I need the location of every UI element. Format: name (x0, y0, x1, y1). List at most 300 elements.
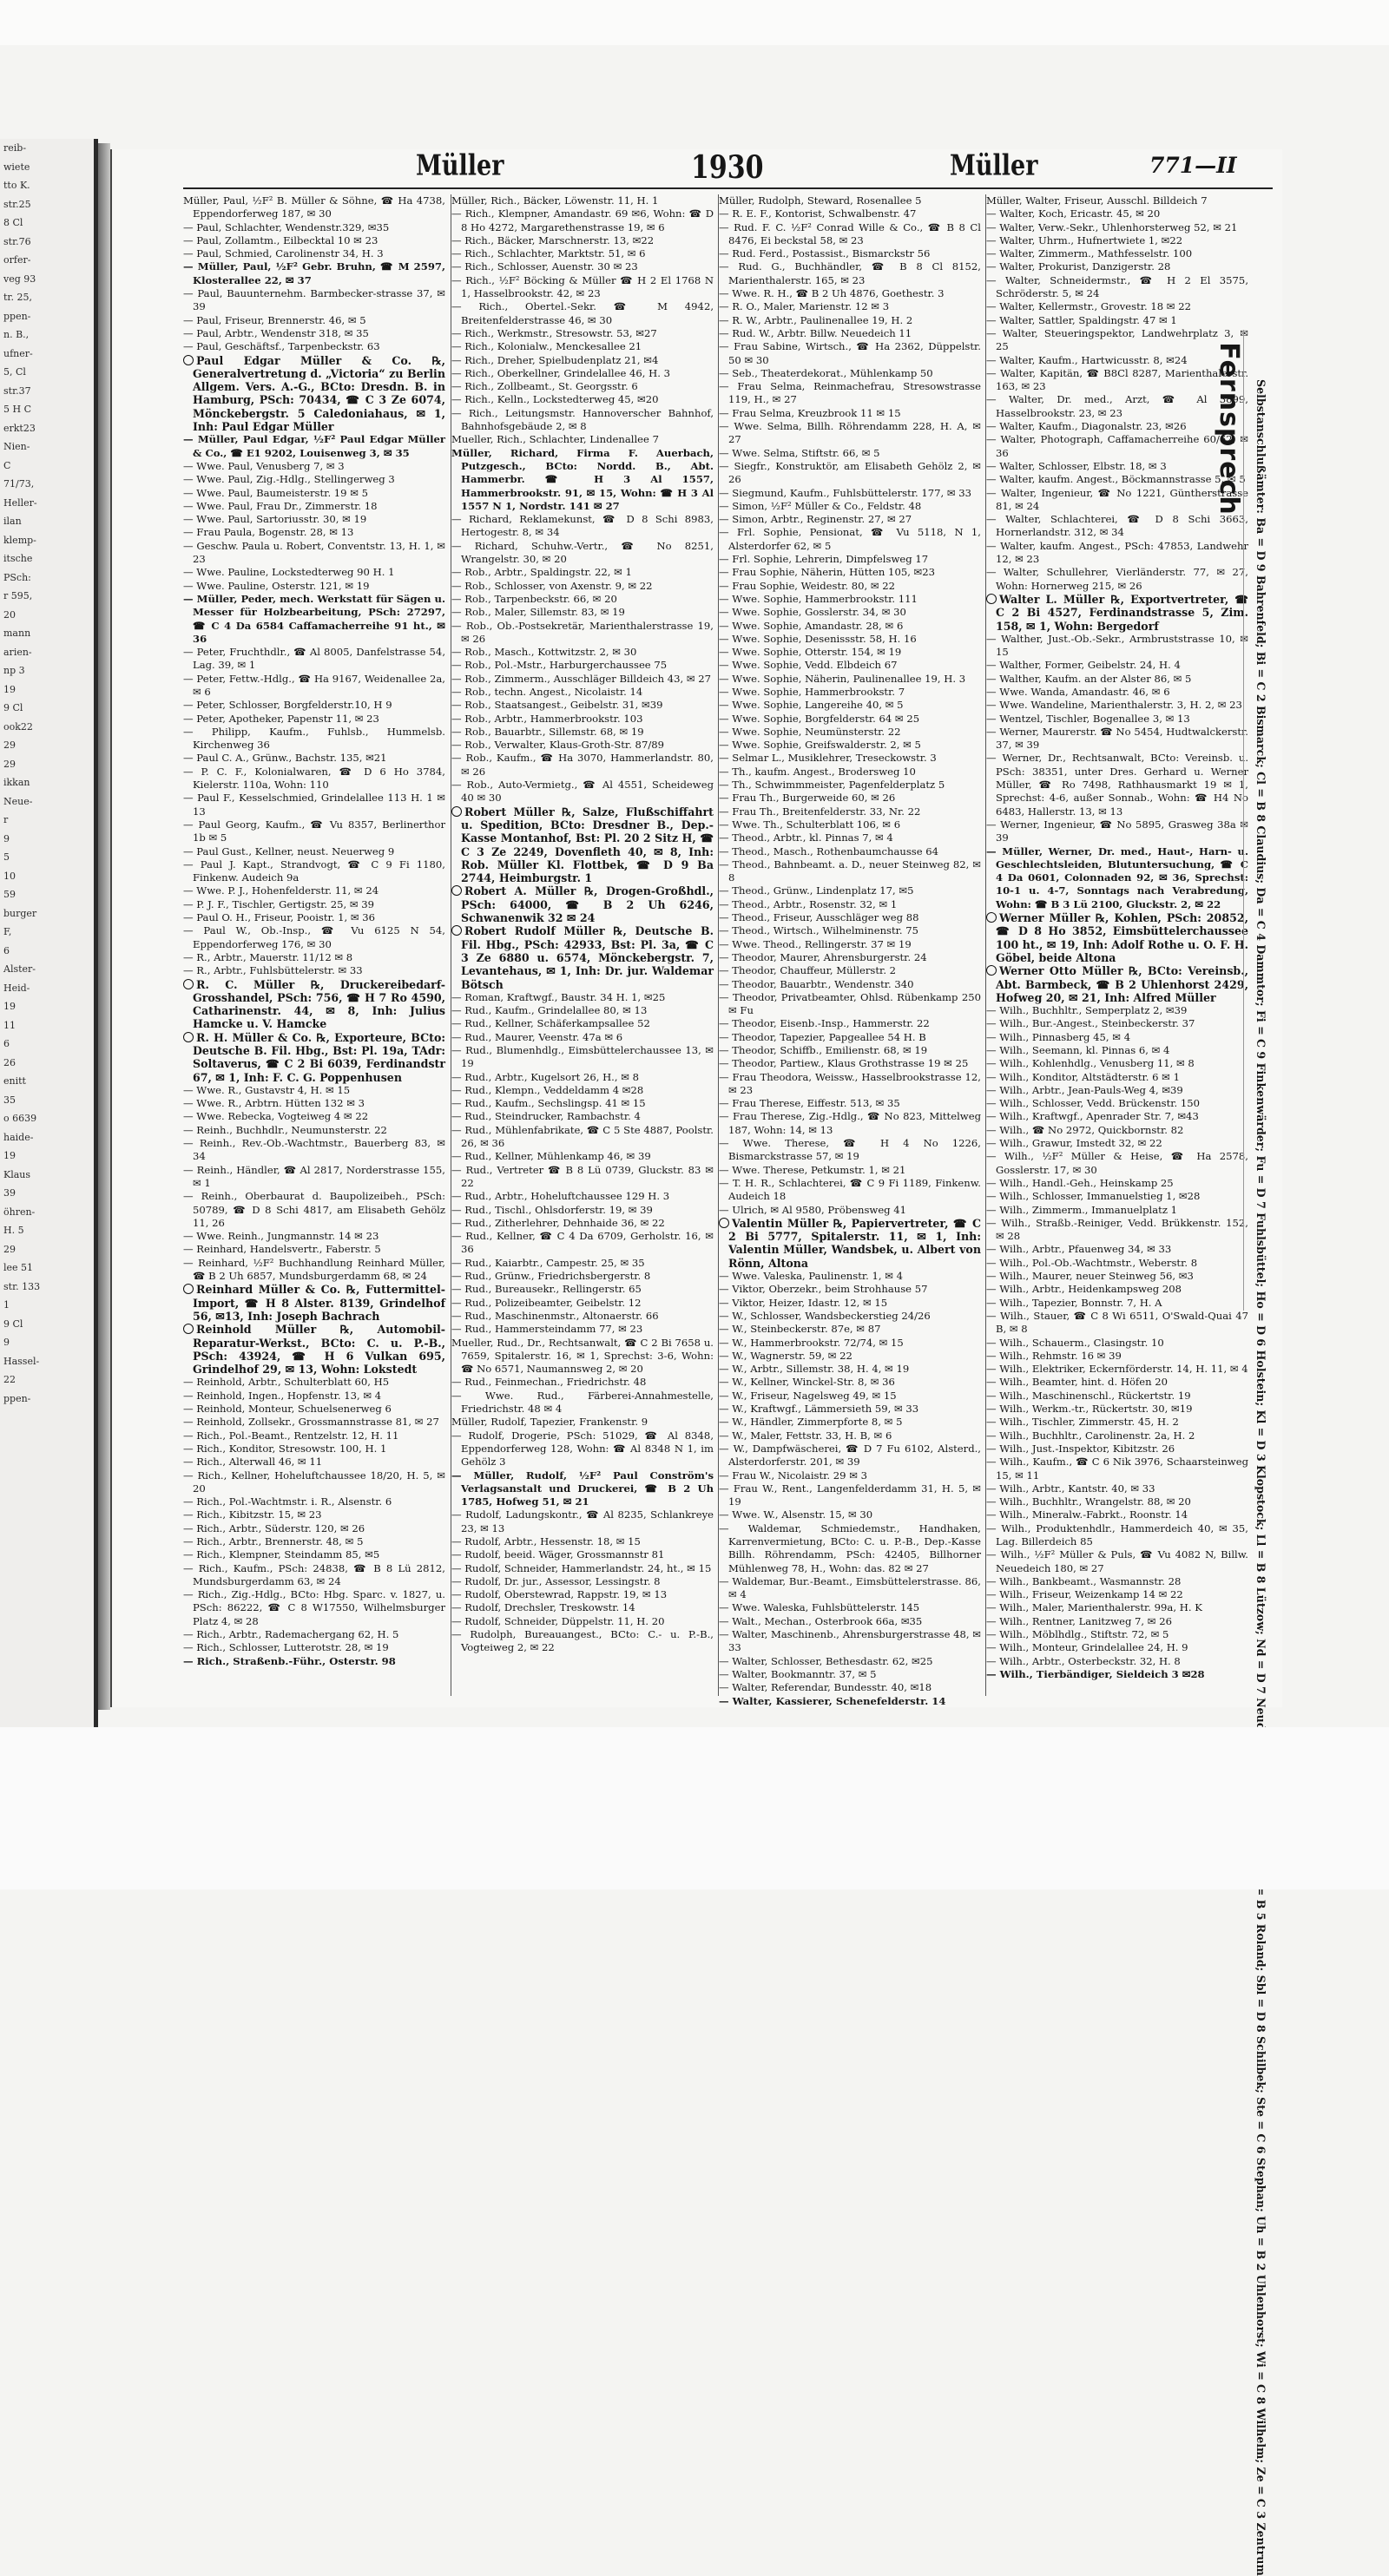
directory-entry (986, 1390, 1248, 1403)
directory-entry (986, 1283, 1248, 1296)
directory-entry (719, 858, 981, 885)
directory-entry (986, 487, 1248, 514)
entry-text: — Siegfr., Konstruktör, am Elisabeth Gehölz 2, ✉ 26 (719, 459, 981, 486)
directory-entry (719, 1097, 981, 1110)
directory-entry (719, 1681, 981, 1694)
directory-entry (183, 473, 445, 486)
directory-entry (719, 1164, 981, 1177)
directory-entry (451, 1508, 714, 1535)
entry-text: — Frl. Sophie, Lehrerin, Dimpfelsweg 17 (719, 553, 929, 566)
entry-text: Robert Rudolf Müller ℞, Deutsche B. Fil. Hbg., PSch: 42933, Bst: Pl. 3a, ☎ C 3 Ze 6880 u. 6574, Mönckebergstr. 7, Levantehaus, ✉ 1, Inh: Dr. jur. Waldemar Bötsch (461, 924, 714, 991)
entry-text: — Theodor, Chauffeur, Müllerstr. 2 (719, 964, 897, 977)
directory-entry (183, 433, 445, 460)
previous-page-fragment: str.37 (3, 384, 31, 397)
entry-text: — Wilh., Handl.-Geh., Heinskamp 25 (986, 1176, 1174, 1189)
directory-entry (451, 1562, 714, 1575)
entry-text: — Paul J. Kapt., Strandvogt, ☎ C 9 Fi 1180, Finkenw. Audeich 9a (183, 858, 445, 884)
directory-entry (719, 447, 981, 460)
entry-text: — Rud., Kellner, Schäferkampsallee 52 (451, 1017, 650, 1030)
directory-entry (719, 673, 981, 686)
entry-text: — Wilh., Rentner, Lanitzweg 7, ✉ 26 (986, 1614, 1172, 1627)
entry-text: — W., Kraftwgf., Lämmersieth 59, ✉ 33 (719, 1403, 919, 1416)
directory-entry (719, 207, 981, 220)
firm-marker-icon (183, 1284, 194, 1294)
entry-text: — Wilh., ☎ No 2972, Quickbornstr. 82 (986, 1123, 1184, 1136)
directory-entry (719, 340, 981, 367)
firm-marker-icon (986, 912, 997, 923)
entry-text: — Paul, Zollamtm., Eilbecktal 10 ✉ 23 (183, 233, 379, 246)
directory-entry (719, 1297, 981, 1310)
directory-entry (451, 1044, 714, 1071)
previous-page-fragment: lee 51 (3, 1262, 34, 1273)
directory-entry (451, 1124, 714, 1151)
entry-text: — Wwe. P. J., Hohenfelderstr. 11, ✉ 24 (183, 884, 379, 897)
previous-page-fragment: itsche (3, 553, 33, 564)
directory-entry (986, 1601, 1248, 1614)
entry-text: — Frau Th., Burgerweide 60, ✉ 26 (719, 792, 896, 805)
entry-text: — Seb., Theaterdekorat., Mühlenkamp 50 (719, 366, 933, 379)
entry-text: — Walter, Maschinenb., Ahrensburgerstrasse 48, ✉ 33 (719, 1628, 981, 1654)
directory-entry (719, 831, 981, 844)
directory-entry (183, 713, 445, 726)
firm-entry (719, 1217, 981, 1270)
directory-entry (986, 1150, 1248, 1177)
entry-text: — Wwe. Paul, Zig.-Hdlg., Stellingerweg 3 (183, 473, 395, 486)
previous-page-fragment: veg 93 (3, 273, 36, 285)
directory-entry (451, 1164, 714, 1191)
entry-text: — Wwe. Sophie, Hammerbrookstr. 7 (719, 685, 905, 698)
directory-entry (183, 1522, 445, 1535)
previous-page-fragment: ppen- (3, 310, 31, 322)
previous-page-fragment: 19 (3, 1150, 16, 1161)
directory-entry (986, 274, 1248, 301)
entry-text: — Selmar L., Musiklehrer, Treseckowstr. 3 (719, 752, 937, 765)
directory-entry (451, 1615, 714, 1628)
previous-page-fragment: 9 Cl (3, 1318, 23, 1330)
entry-text: — Wilh., Friseur, Weizenkamp 14 ✉ 22 (986, 1588, 1183, 1601)
entry-text: — Wwe. Sophie, Hammerbrookstr. 111 (719, 592, 918, 605)
directory-entry (719, 978, 981, 991)
directory-entry (451, 1097, 714, 1110)
directory-entry (986, 221, 1248, 234)
entry-text: — Rich., Dreher, Spielbudenplatz 21, ✉4 (451, 353, 659, 366)
entry-text: — Rich., Konditor, Stresowstr. 100, H. 1 (183, 1442, 387, 1455)
directory-entry (986, 1655, 1248, 1668)
entry-text: — Viktor, Oberzekr., beim Strohhause 57 (719, 1283, 928, 1296)
previous-page-fragment: o 6639 (3, 1113, 37, 1124)
entry-text: — Werner, Dr., Rechtsanwalt, BCto: Vereinsb. u. PSch: 38351, unter Dres. Gerhard u. Werner Müller, ☎ Ro 7498, Rathhausmarkt 19 ✉ 1, Sprechst: 4-6, außer Sonnab., Wohn: ☎ H4 No 6483, Hallerstr. 13, ✉ 13 (986, 752, 1248, 818)
directory-entry (451, 713, 714, 726)
entry-text: — Wilh., Zimmerm., Immanuelplatz 1 (986, 1203, 1177, 1216)
entry-text: — R., Arbtr., Mauerstr. 11/12 ✉ 8 (183, 950, 353, 963)
directory-entry (183, 234, 445, 247)
entry-text: — Rich., Kaufm., PSch: 24838, ☎ B 8 Lü 2812, Mundsburgerdamm 63, ✉ 24 (183, 1561, 445, 1587)
previous-page-fragment: 5 H C (3, 404, 32, 415)
entry-text: — Walter, Photograph, Caffamacherreihe 60/62, ✉ 36 (986, 433, 1248, 459)
entry-text: — Wwe. Sophie, Borgfelderstr. 64 ✉ 25 (719, 712, 920, 725)
directory-entry (986, 1522, 1248, 1549)
directory-entry (986, 260, 1248, 273)
entry-text: — Rob., Ob.-Postsekretär, Marienthalerstrasse 19, ✉ 26 (451, 619, 714, 645)
previous-page-fragment: str.76 (3, 235, 31, 247)
previous-page-fragment: ook22 (3, 720, 33, 733)
entry-text: — Rud., Blumenhdlg., Eimsbüttelerchaussee 13, ✉ 19 (451, 1044, 714, 1070)
previous-page-fragment: burger (3, 907, 37, 919)
directory-entry (986, 1124, 1248, 1137)
directory-entry (986, 1376, 1248, 1389)
previous-page-fragment: tr. 25, (3, 292, 32, 303)
previous-page-fragment: enitt (3, 1075, 26, 1087)
directory-entry (719, 1416, 981, 1429)
previous-page-fragment: Klaus (3, 1168, 31, 1180)
directory-entry (183, 1164, 445, 1191)
entry-text: — Wilh., ½F² Müller & Heise, ☎ Ha 2578, Gosslerstr. 17, ✉ 30 (986, 1150, 1248, 1176)
entry-text: — Wilh., Maschinenschl., Rückertstr. 19 (986, 1389, 1191, 1402)
directory-entry (451, 1110, 714, 1123)
directory-entry (183, 314, 445, 327)
directory-entry (986, 633, 1248, 660)
entry-text: — Waldemar, Bur.-Beamt., Eimsbüttelerstrasse. 86, ✉ 4 (719, 1574, 981, 1601)
entry-text: — Rud., Maschinenmstr., Altonaerstr. 66 (451, 1309, 659, 1322)
directory-entry (451, 1601, 714, 1614)
header-name-right: Müller (950, 149, 1038, 183)
previous-page-fragment: PSch: (3, 571, 31, 583)
column-2 (451, 194, 714, 1696)
entry-text: — Wilh., Pinnasberg 45, ✉ 4 (986, 1030, 1131, 1043)
directory-entry (719, 1057, 981, 1070)
directory-entry (986, 699, 1248, 712)
directory-entry (451, 1270, 714, 1283)
entry-text: — Rob., Bauarbtr., Sillemstr. 68, ✉ 19 (451, 725, 644, 738)
entry-text: — Wwe. Sophie, Greifswalderstr. 2, ✉ 5 (719, 739, 921, 752)
directory-entry (451, 646, 714, 659)
directory-entry (986, 1508, 1248, 1521)
entry-text: — Rob., Kaufm., ☎ Ha 3070, Hammerlandstr. 80, ✉ 26 (451, 752, 714, 778)
entry-text: — Rudolf, Schneider, Hammerlandstr. 24, ht., ✉ 15 (451, 1561, 712, 1574)
directory-entry (986, 1097, 1248, 1110)
previous-page-fragment: 19 (3, 683, 16, 695)
directory-entry (183, 884, 445, 897)
entry-text: — Müller, Rudolf, ½F² Paul Conström's Verlagsanstalt und Druckerei, ☎ B 2 Uh 1785, Hofweg 51, ✉ 21 (451, 1469, 714, 1508)
entry-text: — Wwe. Valeska, Paulinenstr. 1, ✉ 4 (719, 1270, 904, 1283)
directory-entry (986, 1588, 1248, 1601)
directory-entry (183, 1257, 445, 1284)
entry-text: — Rud., Tischl., Ohlsdorferstr. 19, ✉ 39 (451, 1203, 653, 1216)
firm-marker-icon (451, 925, 462, 936)
firm-entry (451, 805, 714, 885)
previous-page-fragment: 39 (3, 1187, 16, 1199)
directory-entry (183, 247, 445, 260)
entry-text: — Rob., techn. Angest., Nicolaistr. 14 (451, 685, 643, 698)
column-3 (718, 194, 981, 1707)
directory-entry (719, 951, 981, 964)
directory-entry (986, 460, 1248, 473)
entry-text: — Wilh., Konditor, Altstädterstr. 6 ✉ 1 (986, 1070, 1180, 1083)
entry-text: — Paul, Bauunternehm. Barmbecker-strasse 37, ✉ 39 (183, 287, 445, 313)
entry-text: — W., Hammerbrookstr. 72/74, ✉ 15 (719, 1336, 904, 1349)
previous-page-fragment: Hassel- (3, 1355, 40, 1367)
entry-text: — Walter, Referendar, Bundesstr. 40, ✉18 (719, 1681, 932, 1694)
directory-entry (451, 1416, 714, 1429)
entry-text: — Rich., Klempner, Amandastr. 69 ✉6, Wohn: ☎ D 8 Ho 4272, Margarethenstrasse 19, ✉ 6 (451, 207, 714, 233)
entry-text: — Walther, Just.-Ob.-Sekr., Armbruststrasse 10, ✉ 15 (986, 632, 1248, 659)
entry-text: — Müller, Paul, ½F² Gebr. Bruhn, ☎ M 2597, Klosterallee 22, ✉ 37 (183, 260, 445, 286)
entry-text: — Wwe. Pauline, Lockstedterweg 90 H. 1 (183, 566, 395, 579)
entry-text: — Walter, Kassierer, Schenefelderstr. 14 (719, 1694, 946, 1707)
firm-marker-icon (183, 1324, 194, 1334)
directory-entry (986, 845, 1248, 911)
directory-entry (986, 1456, 1248, 1482)
previous-page-fragment: 5 (3, 851, 10, 863)
previous-page-fragment: 1 (3, 1299, 10, 1311)
entry-text: — Wilh., Pol.-Ob.-Wachtmstr., Weberstr. 8 (986, 1256, 1198, 1269)
firm-entry (451, 924, 714, 990)
directory-page (110, 149, 1282, 1707)
directory-entry (183, 1416, 445, 1429)
directory-entry (986, 1017, 1248, 1030)
directory-entry (986, 1429, 1248, 1442)
directory-entry (183, 1390, 445, 1403)
directory-entry (183, 1628, 445, 1641)
entry-text: — Wilh., ½F² Müller & Puls, ☎ Vu 4082 N, Billw. Neuedeich 180, ✉ 27 (986, 1548, 1248, 1574)
directory-entry (719, 1350, 981, 1363)
directory-entry (183, 845, 445, 858)
entry-text: — Th., kaufm. Angest., Brodersweg 10 (719, 765, 916, 778)
entry-text: — Wwe. Wandeline, Marienthalerstr. 3, H. 2, ✉ 23 (986, 699, 1242, 712)
previous-page-fragment: 10 (3, 870, 16, 882)
entry-text: — Simon, Arbtr., Reginenstr. 27, ✉ 27 (719, 513, 912, 526)
firm-marker-icon (451, 806, 462, 817)
entry-text: — R., Arbtr., Fuhlsbüttelerstr. ✉ 33 (183, 964, 363, 977)
directory-entry (719, 1044, 981, 1057)
entry-text: — Wwe. Theod., Rellingerstr. 37 ✉ 19 (719, 937, 912, 950)
entry-text: — Richard, Schuhw.-Vertr., ☎ No 8251, Wrangelstr. 30, ✉ 20 (451, 539, 714, 566)
entry-text: — Peter, Apotheker, Papenstr 11, ✉ 23 (183, 712, 379, 725)
directory-entry (719, 792, 981, 805)
directory-entry (451, 752, 714, 779)
directory-entry (986, 1044, 1248, 1057)
directory-entry (183, 1495, 445, 1508)
directory-entry (183, 646, 445, 673)
directory-entry (451, 447, 714, 513)
entry-text: Müller, Paul, ½F² B. Müller & Söhne, ☎ Ha 4738, Eppendorferweg 187, ✉ 30 (183, 194, 445, 220)
entry-text: — Rich., Kibitzstr. 15, ✉ 23 (183, 1508, 322, 1521)
directory-entry (986, 1350, 1248, 1363)
directory-entry (451, 433, 714, 446)
entry-text: — Werner, Ingenieur, ☎ No 5895, Grasweg 38a ✉ 39 (986, 818, 1248, 844)
directory-entry (986, 513, 1248, 540)
entry-text: — Paul, Arbtr., Wendenstr 318, ✉ 35 (183, 326, 369, 339)
entry-text: — Rich., Kellner, Hoheluftchaussee 18/20, H. 5, ✉ 20 (183, 1469, 445, 1495)
entry-text: — Rich., Zollbeamt., St. Georgsstr. 6 (451, 380, 638, 393)
page-header (112, 149, 1267, 187)
directory-entry (183, 1084, 445, 1097)
entry-text: — Frau W., Nicolaistr. 29 ✉ 3 (719, 1469, 867, 1482)
entry-text: Robert Müller ℞, Salze, Flußschiffahrt u. Spedition, BCto: Dresdner B., Dep.-Kasse Montanhof, Bst: Pl. 20 2 Sitz H, ☎ C 3 Ze 2249, Dovenfleth 40, ✉ 8, Inh: Rob. Müller Kl. Flottbek, ☎ D 9 Ba 2744, Heimburgstr. 1 (461, 805, 714, 885)
entry-text: — Rich., Alterwall 46, ✉ 11 (183, 1456, 323, 1469)
entry-text: — Wwe. R. H., ☎ B 2 Uh 4876, Goethestr. 3 (719, 287, 945, 300)
entry-text: — Theod., Friseur, Ausschläger weg 88 (719, 911, 919, 924)
directory-entry (183, 1376, 445, 1389)
directory-entry (183, 1641, 445, 1654)
entry-text: — Werner, Maurerstr. ☎ No 5454, Hudtwalckerstr. 37, ✉ 39 (986, 725, 1248, 752)
directory-entry (719, 606, 981, 619)
directory-entry (719, 1270, 981, 1283)
entry-text: — W., Friseur, Nagelsweg 49, ✉ 15 (719, 1389, 897, 1402)
directory-entry (986, 420, 1248, 433)
entry-text: — Theod., Arbtr., kl. Pinnas 7, ✉ 4 (719, 831, 893, 844)
entry-text: — W., Wagnerstr. 59, ✉ 22 (719, 1349, 852, 1362)
directory-entry (986, 1628, 1248, 1641)
previous-page-fragment: r (3, 814, 9, 825)
directory-entry (719, 420, 981, 447)
entry-text: — Rich., Pol.-Beamt., Rentzelstr. 12, H. 11 (183, 1429, 399, 1442)
entry-text: — Rob., Schlosser, von Axenstr. 9, ✉ 22 (451, 579, 653, 592)
directory-entry (451, 593, 714, 606)
directory-entry (986, 1137, 1248, 1150)
directory-entry (451, 1230, 714, 1257)
entry-text: — W., Händler, Zimmerpforte 8, ✉ 5 (719, 1416, 903, 1429)
directory-entry (986, 1297, 1248, 1310)
entry-text: — Wilh., Stauer, ☎ C 8 Wi 6511, O'Swald-Quai 47 B, ✉ 8 (986, 1309, 1248, 1336)
entry-text: — Theodor, Bauarbtr., Wendenstr. 340 (719, 977, 914, 990)
directory-entry (451, 566, 714, 579)
directory-entry (986, 1257, 1248, 1270)
entry-text: — Walter, Schlachterei, ☎ D 8 Schi 3663, Hornerlandstr. 312, ✉ 34 (986, 513, 1248, 539)
directory-entry (183, 858, 445, 885)
directory-entry (986, 354, 1248, 367)
directory-entry (451, 354, 714, 367)
entry-text: Reinhard Müller & Co. ℞, Futtermittel-Import, ☎ H 8 Alster. 8139, Grindelhof 56, ✉13, Inh: Joseph Bachrach (193, 1283, 445, 1323)
directory-entry (719, 1177, 981, 1204)
entry-text: — Rich., Zig.-Hdlg., BCto: Hbg. Sparc. v. 1827, u. PSch: 86222, ☎ C 8 W17550, Wilhelmsburger Platz 4, ✉ 28 (183, 1588, 445, 1627)
directory-entry (986, 1442, 1248, 1456)
entry-text: Walter L. Müller ℞, Exportvertreter, ☎ C 2 Bi 4527, Ferdinandstrasse 5, Zim. 158, ✉ 1, Wohn: Bergedorf (996, 592, 1248, 633)
entry-text: — W., Kellner, Winckel-Str. 8, ✉ 36 (719, 1376, 895, 1389)
directory-entry (451, 1084, 714, 1097)
directory-entry (986, 1668, 1248, 1681)
directory-entry (719, 739, 981, 752)
directory-entry (719, 818, 981, 831)
directory-entry (986, 1190, 1248, 1203)
entry-text: — Rudolf, Arbtr., Hessenstr. 18, ✉ 15 (451, 1534, 641, 1548)
directory-entry (183, 898, 445, 911)
directory-entry (183, 1243, 445, 1256)
directory-entry (183, 287, 445, 314)
entry-text: — Rud., Zitherlehrer, Dehnhaide 36, ✉ 22 (451, 1216, 665, 1229)
directory-entry (719, 1442, 981, 1469)
entry-text: — Walter, Prokurist, Danzigerstr. 28 (986, 260, 1171, 273)
previous-page-fragment: ufner- (3, 347, 33, 359)
directory-entry (986, 300, 1248, 313)
directory-entry (451, 991, 714, 1004)
entry-text: — Paul O. H., Friseur, Pooistr. 1, ✉ 36 (183, 911, 376, 924)
directory-entry (183, 340, 445, 353)
entry-text: — Walter, Zimmerm., Mathfesselstr. 100 (986, 247, 1193, 260)
directory-entry (719, 991, 981, 1018)
entry-text: — Rich., Schlachter, Marktstr. 51, ✉ 6 (451, 247, 646, 260)
directory-entry (986, 393, 1248, 420)
directory-entry (719, 1017, 981, 1030)
directory-entry (451, 1310, 714, 1323)
directory-entry (451, 1190, 714, 1203)
entry-text: — Walter, Kaufm., Diagonalstr. 23, ✉26 (986, 420, 1187, 433)
directory-entry (451, 1376, 714, 1389)
entry-text: — Rud., Hammersteindamm 77, ✉ 23 (451, 1323, 643, 1336)
directory-entry (451, 513, 714, 540)
previous-page-fragment: F, (3, 926, 12, 937)
entry-text: — Frau Selma, Kreuzbrook 11 ✉ 15 (719, 406, 901, 419)
directory-entry (719, 633, 981, 646)
entry-text: — Waldemar, Schmiedemstr., Handhaken, Karrenvermietung, BCto: C. u. P.-B., Dep.-Kasse Billh. Röhrendamm, PSch: 42405, Billhorner Mühlenweg 78, H., Wohn: das. 82 ✉ 27 (719, 1521, 981, 1574)
entry-text: — Theodor, Privatbeamter, Ohlsd. Rübenkamp 250 ✉ Fu (719, 990, 981, 1017)
directory-entry (183, 513, 445, 526)
directory-entry (183, 964, 445, 977)
sidebar-title: Fernsprech (1214, 342, 1244, 516)
entry-text: — Wilh., Elektriker, Eckernförderstr. 14, H. 11, ✉ 4 (986, 1363, 1248, 1376)
entry-text: — Wilh., Schlosser, Immanuelstieg 1, ✉28 (986, 1190, 1201, 1203)
entry-text: — Müller, Peder, mech. Werkstatt für Sägen u. Messer für Holzbearbeitung, PSch: 27297, ☎ C 4 Da 6584 Caffamacherreihe 91 ht., ✉ 36 (183, 592, 445, 645)
directory-entry (719, 752, 981, 765)
directory-entry (451, 407, 714, 434)
directory-entry (183, 1655, 445, 1668)
entry-text: — Rud., Mühlenfabrikate, ☎ C 5 Ste 4887, Poolstr. 26, ✉ 36 (451, 1123, 714, 1150)
firm-marker-icon (986, 965, 997, 976)
directory-entry (451, 580, 714, 593)
firm-entry (183, 354, 445, 434)
directory-entry (183, 593, 445, 646)
previous-page-fragment: klemp- (3, 534, 36, 546)
directory-entry (451, 540, 714, 567)
directory-entry (719, 260, 981, 287)
directory-entry (451, 1469, 714, 1509)
directory-entry (719, 1337, 981, 1350)
directory-entry (183, 526, 445, 539)
directory-entry (451, 207, 714, 234)
firm-marker-icon (986, 594, 997, 604)
entry-text: — Theod., Grünw., Lindenplatz 17, ✉5 (719, 884, 914, 897)
entry-text: — Wwe. Rebecka, Vogteiweg 4 ✉ 22 (183, 1110, 369, 1123)
directory-entry (719, 287, 981, 300)
entry-text: — Wilh., Bur.-Angest., Steinbeckerstr. 37 (986, 1017, 1195, 1030)
entry-text: Werner Müller ℞, Kohlen, PSch: 20852, ☎ D 8 Ho 3852, Eimsbüttelerchaussee 100 ht., ✉ 19, Inh: Adolf Rothe u. O. F. H. Göbel, beide Altona (996, 911, 1248, 964)
directory-entry (719, 938, 981, 951)
directory-entry (986, 1243, 1248, 1256)
entry-text: Robert A. Müller ℞, Drogen-Großhdl., PSch: 64000, ☎ B 2 Uh 6246, Schwanenwik 32 ✉ 24 (461, 884, 714, 925)
header-rule (183, 187, 1273, 189)
entry-text: — Wilh., Schlosser, Vedd. Brückenstr. 150 (986, 1097, 1201, 1110)
directory-entry (719, 367, 981, 380)
previous-page-fragment: ppen- (3, 1392, 31, 1404)
directory-entry (719, 805, 981, 818)
directory-entry (719, 911, 981, 924)
book-gutter (98, 143, 110, 1710)
directory-entry (183, 1535, 445, 1548)
previous-page-fragment: tto K. (3, 180, 30, 191)
entry-text: — Wilh., Tischler, Zimmerstr. 45, H. 2 (986, 1416, 1179, 1429)
directory-entry (719, 380, 981, 407)
entry-text: — Wilh., Arbtr., Osterbeckstr. 32, H. 8 (986, 1654, 1181, 1667)
firm-marker-icon (183, 979, 194, 989)
directory-entry (451, 1150, 714, 1163)
scan-margin-top (0, 0, 1389, 45)
entry-text: — Rich., Arbtr., Süderstr. 120, ✉ 26 (183, 1521, 365, 1534)
entry-text: — Rud., Kaiarbtr., Campestr. 25, ✉ 35 (451, 1256, 645, 1269)
directory-entry (183, 1469, 445, 1496)
previous-page-fragment: erkt23 (3, 422, 36, 434)
entry-text: — Rob., Maler, Sillemstr. 83, ✉ 19 (451, 606, 625, 619)
entry-text: — Rob., Staatsangest., Geibelstr. 31, ✉39 (451, 699, 663, 712)
